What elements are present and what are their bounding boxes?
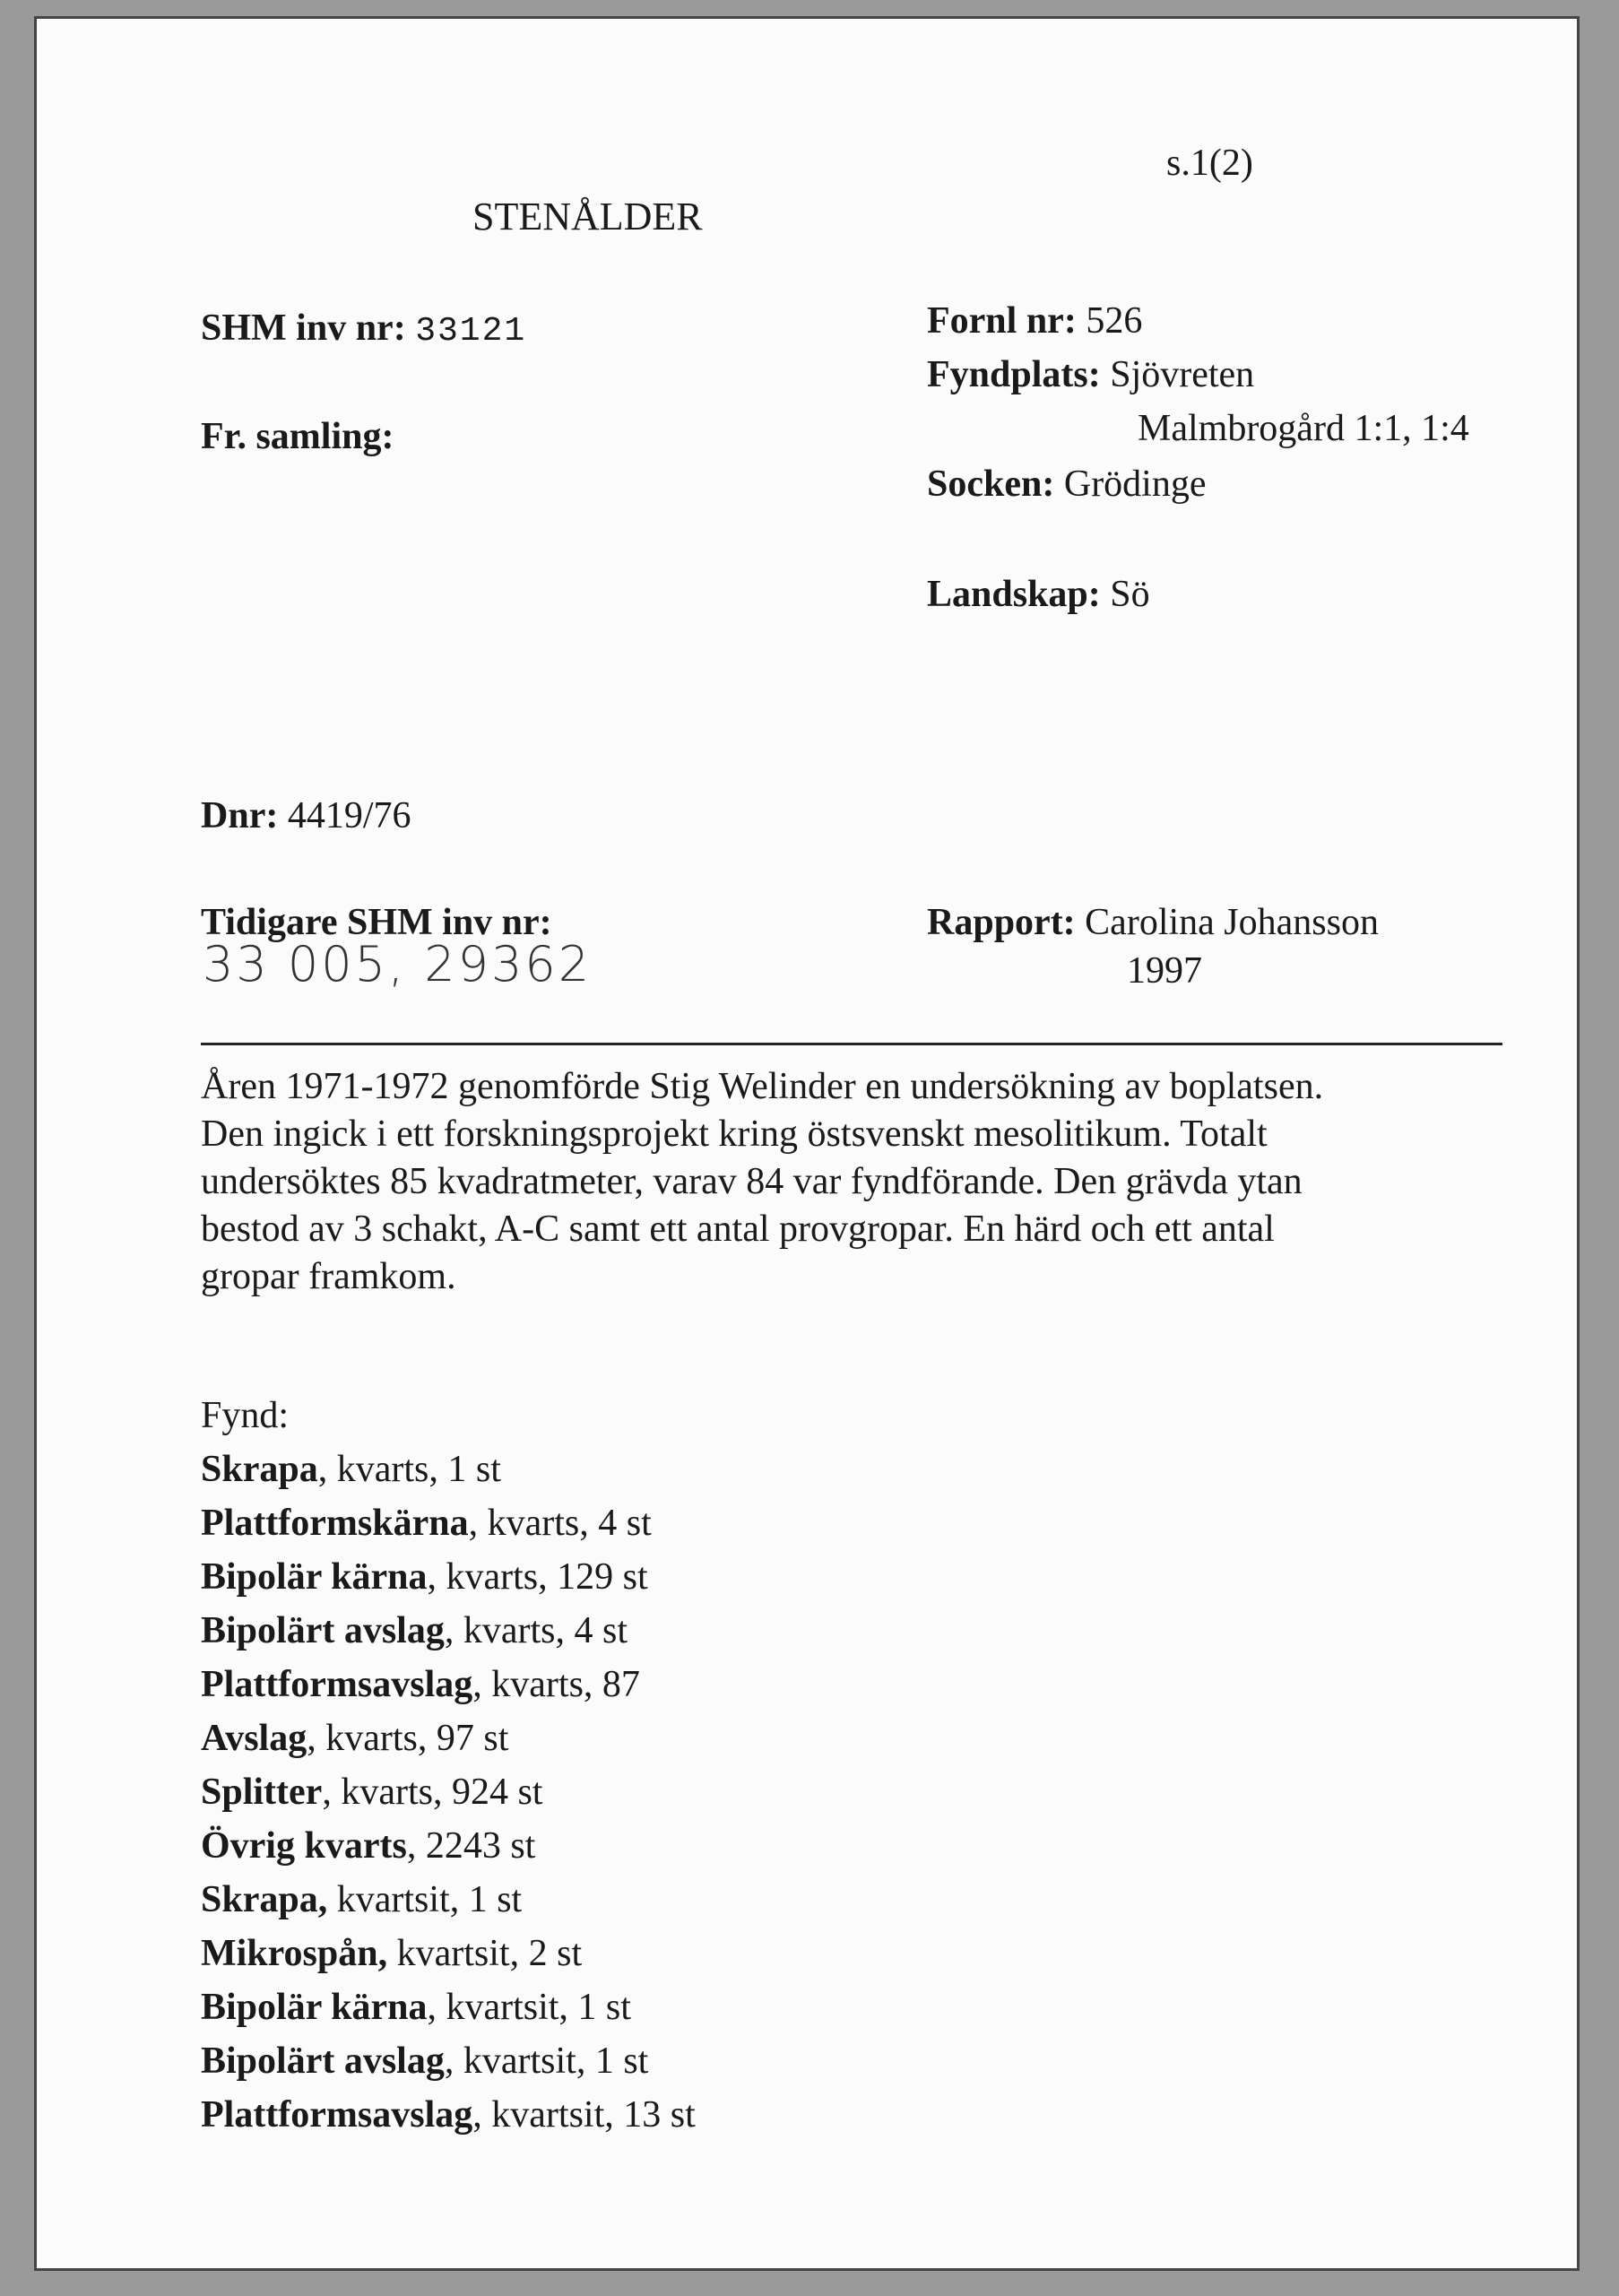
socken-value: Grödinge <box>1063 464 1207 505</box>
divider-line <box>201 1043 1502 1045</box>
find-details: , kvarts, 4 st <box>444 1610 628 1651</box>
landskap-value: Sö <box>1110 574 1150 615</box>
find-item <box>201 2088 696 2142</box>
fyndplats-field <box>927 353 1254 396</box>
find-name: Övrig kvarts <box>201 1825 407 1867</box>
find-details: , kvartsit, 1 st <box>444 2040 649 2082</box>
find-item <box>201 1604 696 1658</box>
find-name: Mikrospån, <box>201 1933 388 1974</box>
find-item <box>201 1980 696 2034</box>
find-details: , kvartsit, 1 st <box>427 1987 631 2028</box>
description-line: Den ingick i ett forskningsprojekt kring östsvenskt mesolitikum. Totalt <box>201 1113 1268 1155</box>
find-name: Skrapa, <box>201 1879 328 1920</box>
find-item <box>201 1819 696 1873</box>
find-name: Plattformsavslag <box>201 1664 473 1705</box>
find-item <box>201 1927 696 1980</box>
description-line: bestod av 3 schakt, A-C samt ett antal provgropar. En härd och ett antal <box>201 1209 1275 1250</box>
find-item <box>201 1496 696 1550</box>
shm-inv-value: 33121 <box>415 312 527 351</box>
description-paragraph <box>201 1063 1563 1301</box>
dnr-value: 4419/76 <box>287 795 411 836</box>
fr-samling-label: Fr. samling: <box>201 416 394 457</box>
landskap-label: Landskap: <box>927 574 1101 615</box>
find-details: kvartsit, 2 st <box>387 1933 583 1974</box>
find-item <box>201 1711 696 1765</box>
find-details: , kvartsit, 13 st <box>472 2094 696 2136</box>
find-name: Plattformskärna <box>201 1503 469 1544</box>
find-name: Bipolär kärna <box>201 1556 428 1598</box>
dnr-label: Dnr: <box>201 795 279 836</box>
fornl-label: Fornl nr: <box>927 300 1077 342</box>
find-name: Bipolär kärna <box>201 1987 428 2028</box>
find-details: , kvarts, 87 <box>472 1664 640 1705</box>
finds-list <box>201 1389 696 2142</box>
description-line: undersöktes 85 kvadratmeter, varav 84 var fyndförande. Den grävda ytan <box>201 1161 1303 1202</box>
rapport-value: Carolina Johansson <box>1085 902 1379 943</box>
rapport-label: Rapport: <box>927 902 1076 943</box>
fornl-field <box>927 299 1142 342</box>
find-name: Plattformsavslag <box>201 2094 473 2136</box>
find-name: Splitter <box>201 1772 323 1813</box>
find-name: Bipolärt avslag <box>201 1610 445 1651</box>
find-details: kvartsit, 1 st <box>327 1879 523 1920</box>
find-item <box>201 1658 696 1711</box>
find-item <box>201 1550 696 1604</box>
find-item <box>201 2034 696 2088</box>
rapport-field <box>927 901 1379 944</box>
shm-inv-field <box>201 307 526 353</box>
finds-heading: Fynd: <box>201 1395 290 1436</box>
description-line: gropar framkom. <box>201 1256 456 1297</box>
find-name: Avslag <box>201 1718 307 1759</box>
description-line: Åren 1971-1972 genomförde Stig Welinder en undersökning av boplatsen. <box>201 1066 1324 1107</box>
dnr-field <box>201 794 411 837</box>
tidigare-handwritten-value: 33 005, 29362 <box>203 936 593 992</box>
find-item <box>201 1443 696 1496</box>
find-name: Bipolärt avslag <box>201 2040 445 2082</box>
fyndplats-label: Fyndplats: <box>927 354 1101 395</box>
document-title: STENÅLDER <box>472 195 703 238</box>
find-item <box>201 1873 696 1927</box>
shm-inv-label: SHM inv nr: <box>201 308 406 349</box>
socken-field <box>927 463 1207 506</box>
find-details: , 2243 st <box>406 1825 536 1867</box>
find-details: , kvarts, 1 st <box>317 1449 501 1490</box>
find-details: , kvarts, 924 st <box>322 1772 543 1813</box>
fyndplats-value-2: Malmbrogård 1:1, 1:4 <box>1138 408 1469 449</box>
landskap-field <box>927 573 1150 616</box>
find-name: Skrapa <box>201 1449 318 1490</box>
socken-label: Socken: <box>927 464 1055 505</box>
find-details: , kvarts, 97 st <box>307 1718 509 1759</box>
rapport-year: 1997 <box>1127 950 1202 992</box>
tidigare-label: Tidigare SHM inv nr: <box>201 902 552 943</box>
find-item <box>201 1765 696 1819</box>
fyndplats-value: Sjövreten <box>1110 354 1255 395</box>
find-details: , kvarts, 129 st <box>427 1556 648 1598</box>
find-details: , kvarts, 4 st <box>468 1503 652 1544</box>
page-number: s.1(2) <box>1166 143 1253 184</box>
fornl-value: 526 <box>1086 300 1143 342</box>
